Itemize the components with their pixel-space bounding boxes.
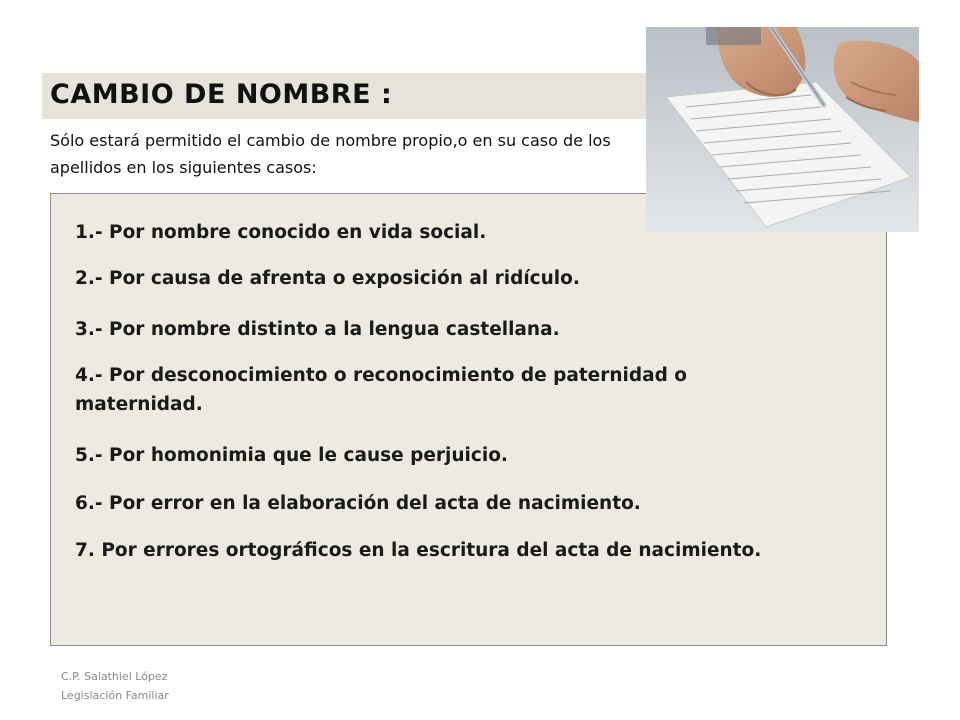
list-item: 4.- Por desconocimiento o reconocimiento de paternidad o maternidad. [75,365,687,415]
footer [61,667,169,705]
hands-signing-document-image [646,27,919,232]
footer-subject: Legislación Familiar [61,689,169,702]
list-item: 7. Por errores ortográficos en la escritura del acta de nacimiento. [75,540,762,561]
content-box [50,193,887,646]
list-item: 5.- Por homonimia que le cause perjuicio. [75,445,508,466]
slide-title: CAMBIO DE NOMBRE : [50,79,393,110]
footer-author: C.P. Salathiel López [61,670,168,683]
list-item: 6.- Por error en la elaboración del acta de nacimiento. [75,493,641,514]
list-item: 1.- Por nombre conocido en vida social. [75,222,487,243]
list-item: 3.- Por nombre distinto a la lengua castellana. [75,319,560,340]
list-item: 2.- Por causa de afrenta o exposición al ridículo. [75,268,580,289]
intro-text: Sólo estará permitido el cambio de nombre propio,o en su caso de los apellidos en los siguientes casos: [50,131,611,177]
